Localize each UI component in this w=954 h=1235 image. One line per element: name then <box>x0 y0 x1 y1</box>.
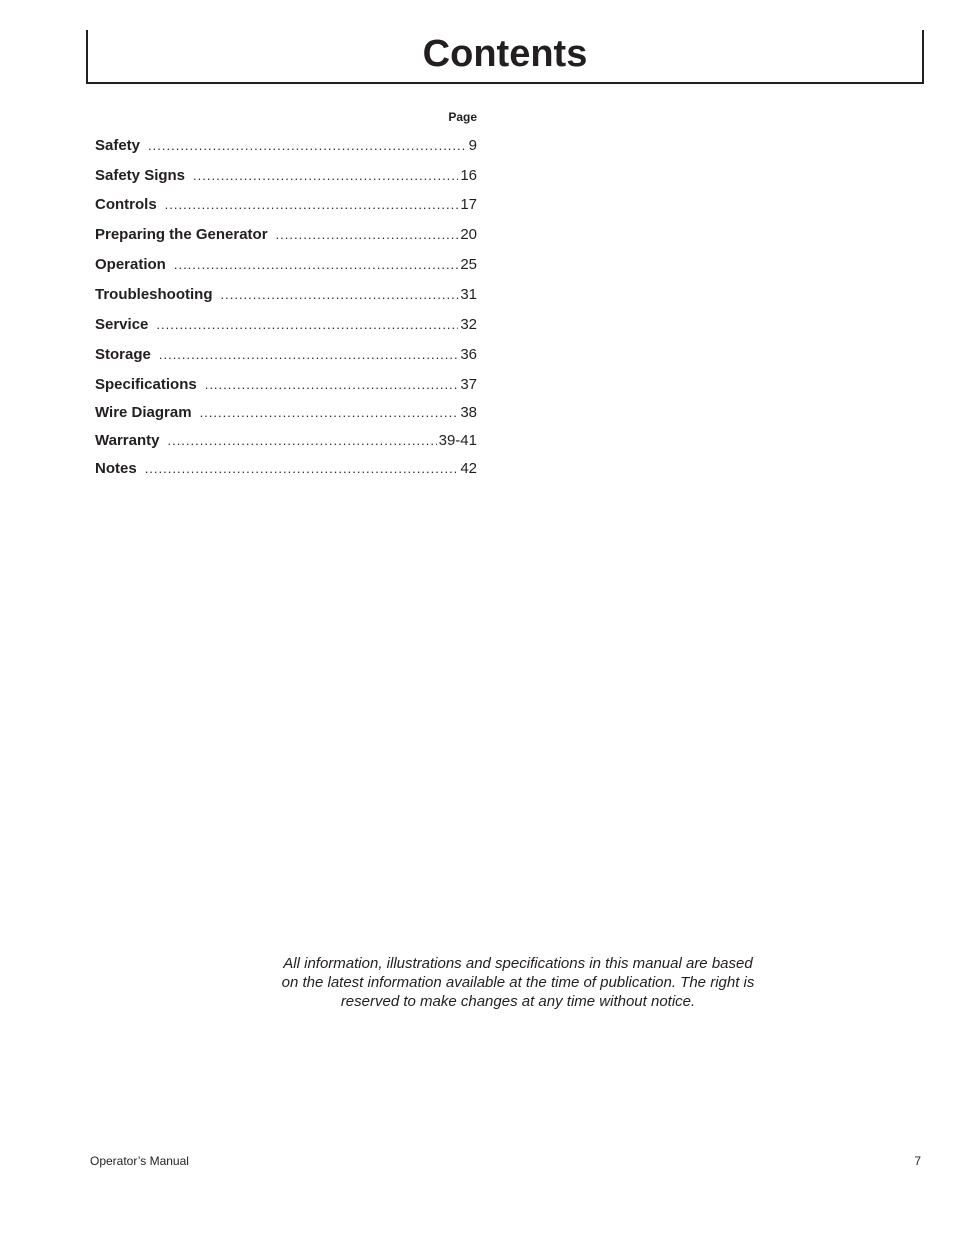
dot-leader <box>159 345 458 365</box>
notice-line: on the latest information available at the time of publication. The right is <box>281 974 755 991</box>
toc-entry-page: 36 <box>460 346 477 363</box>
dot-leader <box>174 255 458 275</box>
toc-entry-title: Notes <box>95 460 137 477</box>
toc-entry-service[interactable] <box>95 315 477 335</box>
dot-leader <box>156 315 458 335</box>
notice-line: reserved to make changes at any time without notice. <box>340 993 696 1010</box>
toc-entry-page: 16 <box>460 167 477 184</box>
toc-entry-warranty[interactable] <box>95 431 477 451</box>
dot-leader <box>145 459 459 479</box>
toc-entry-page: 38 <box>460 404 477 421</box>
toc-entry-specifications[interactable] <box>95 375 477 395</box>
toc-entry-page: 42 <box>460 460 477 477</box>
toc-entry-page: 31 <box>460 286 477 303</box>
toc-entry-title: Safety <box>95 137 141 154</box>
toc-entry-title: Service <box>95 316 149 333</box>
dot-leader <box>167 431 436 451</box>
title-frame <box>86 30 924 84</box>
dot-leader <box>205 375 459 395</box>
toc-entry-title: Warranty <box>95 432 160 449</box>
page-column-heading: Page <box>448 110 477 124</box>
publication-notice <box>262 954 774 1011</box>
notice-line: All information, illustrations and specifications in this manual are based <box>283 955 753 972</box>
toc-entry-safety[interactable] <box>95 136 477 156</box>
toc-entry-operation[interactable] <box>95 255 477 275</box>
toc-entry-controls[interactable] <box>95 195 477 215</box>
toc-entry-page: 17 <box>460 196 477 213</box>
dot-leader <box>165 195 459 215</box>
dot-leader <box>148 136 467 156</box>
toc-entry-title: Storage <box>95 346 151 363</box>
toc-entry-safety-signs[interactable] <box>95 166 477 186</box>
dot-leader <box>193 166 458 186</box>
toc-entry-storage[interactable] <box>95 345 477 365</box>
footer-manual-name: Operator’s Manual <box>90 1154 189 1168</box>
toc-entry-page: 9 <box>468 137 477 154</box>
toc-entry-page: 25 <box>460 256 477 273</box>
toc-entry-troubleshooting[interactable] <box>95 285 477 305</box>
dot-leader <box>276 225 459 245</box>
toc-entry-page: 39-41 <box>438 432 477 449</box>
toc-entry-title: Operation <box>95 256 166 273</box>
toc-entry-title: Preparing the Generator <box>95 226 268 243</box>
table-of-contents <box>95 108 477 477</box>
toc-entry-title: Safety Signs <box>95 167 186 184</box>
toc-entry-page: 37 <box>460 376 477 393</box>
dot-leader <box>221 285 459 305</box>
toc-entry-title: Specifications <box>95 376 197 393</box>
toc-entry-title: Wire Diagram <box>95 404 192 421</box>
dot-leader <box>200 403 459 423</box>
toc-entry-title: Controls <box>95 196 157 213</box>
toc-entry-wire-diagram[interactable] <box>95 403 477 423</box>
toc-entry-page: 32 <box>460 316 477 333</box>
footer-page-number: 7 <box>914 1154 921 1168</box>
toc-entry-preparing-the-generator[interactable] <box>95 225 477 245</box>
toc-entry-page: 20 <box>460 226 477 243</box>
toc-entry-title: Troubleshooting <box>95 286 213 303</box>
page-title: Contents <box>422 33 588 75</box>
toc-entry-notes[interactable] <box>95 459 477 479</box>
